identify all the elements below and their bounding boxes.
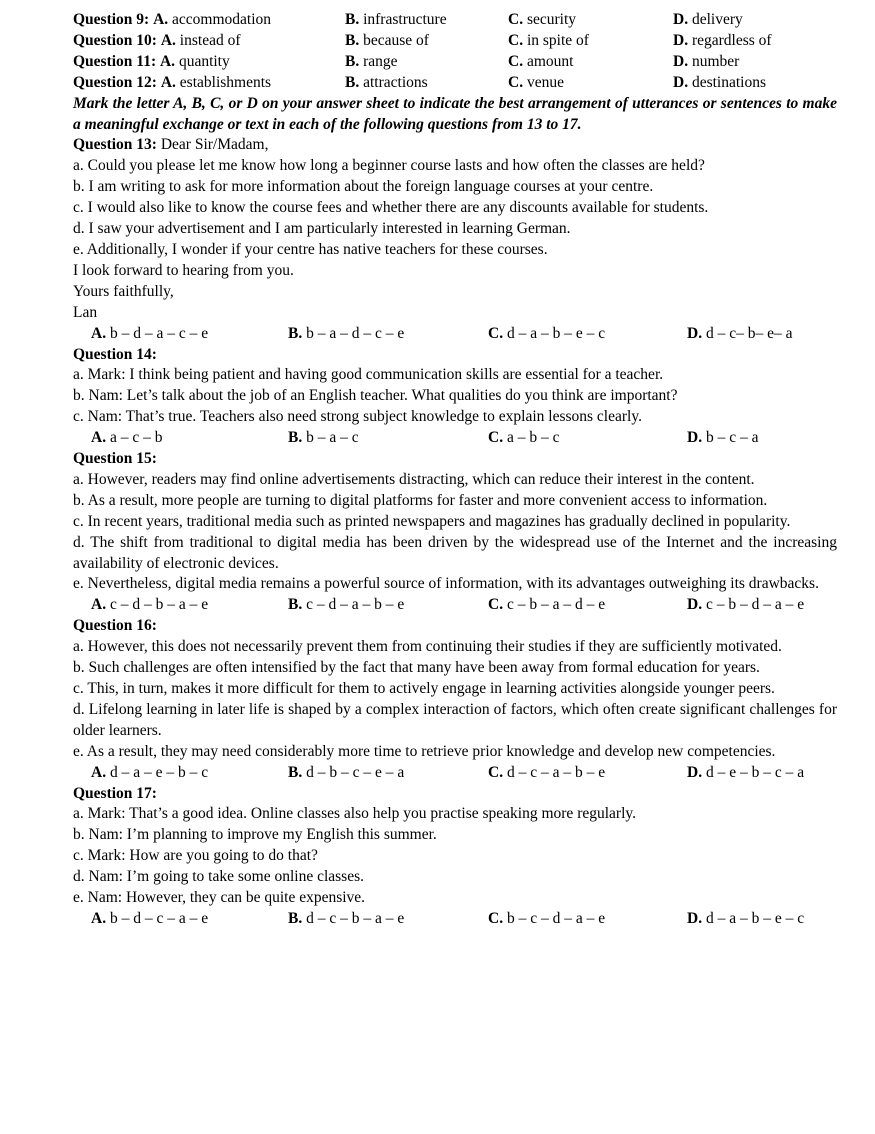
- option-a[interactable]: A. d – a – e – b – c: [91, 763, 209, 781]
- question-title: Question 14:: [73, 345, 157, 363]
- sentence-b: b. Nam: Let’s talk about the job of an English teacher. What qualities do you think are important?: [73, 387, 678, 405]
- sentence-c: c. I would also like to know the course fees and whether there are any discounts available for students.: [73, 199, 709, 217]
- answer-options: [73, 428, 837, 449]
- option-letter: D.: [673, 52, 689, 70]
- question-title: Question 16:: [73, 617, 157, 635]
- answer-options: [73, 763, 837, 784]
- option-letter: D.: [673, 31, 689, 49]
- option-c[interactable]: C. d – a – b – e – c: [488, 324, 606, 342]
- option-text: delivery: [691, 11, 743, 28]
- option-text: accommodation: [172, 11, 272, 28]
- option-c[interactable]: C. c – b – a – d – e: [488, 596, 606, 614]
- sentence-e: e. Nevertheless, digital media remains a powerful source of information, with its advantages outweighing its drawbacks.: [73, 575, 819, 593]
- option-text: security: [526, 11, 577, 28]
- question-label: Question 11:: [73, 52, 157, 70]
- sentence-b: b. I am writing to ask for more information about the foreign language courses at your centre.: [73, 178, 654, 196]
- option-text: because of: [363, 31, 429, 49]
- option-text: quantity: [178, 52, 230, 70]
- option-d[interactable]: D. d – c– b– e– a: [687, 324, 793, 342]
- option-b[interactable]: B. c – d – a – b – e: [288, 596, 405, 614]
- sentence-a: a. Could you please let me know how long a beginner course lasts and how often the classes are held?: [73, 157, 705, 175]
- sentence-a: a. However, this does not necessarily prevent them from continuing their studies if they are sufficiently motivated.: [73, 638, 782, 656]
- question-title: Question 13:: [73, 136, 157, 154]
- option-letter: C.: [508, 73, 524, 91]
- option-c[interactable]: C. a – b – c: [488, 429, 560, 447]
- option-text: regardless of: [691, 31, 772, 49]
- question-15: [73, 449, 837, 616]
- question-14: [73, 345, 837, 450]
- sentence-a: a. Mark: That’s a good idea. Online classes also help you practise speaking more regularly.: [73, 805, 637, 823]
- option-text: infrastructure: [363, 11, 447, 28]
- question-label: Question 9:: [73, 11, 150, 28]
- option-text: number: [691, 52, 740, 70]
- option-d[interactable]: D. b – c – a: [687, 429, 759, 447]
- option-letter: B.: [345, 31, 360, 49]
- option-letter: C.: [508, 31, 524, 49]
- sentence-c: c. Nam: That’s true. Teachers also need strong subject knowledge to explain lessons clearly.: [73, 408, 642, 426]
- questions-9-12: [73, 10, 837, 94]
- option-c[interactable]: C. b – c – d – a – e: [488, 909, 606, 927]
- option-letter: A.: [160, 31, 176, 49]
- option-a[interactable]: A. a – c – b: [91, 429, 163, 447]
- sentence-c: c. In recent years, traditional media such as printed newspapers and magazines has gradually declined in popularity.: [73, 512, 791, 530]
- letter-signoff: Yours faithfully,: [73, 282, 174, 300]
- sentence-b: b. As a result, more people are turning to digital platforms for faster and more convenient access to information.: [73, 491, 768, 509]
- sentence-d: d. I saw your advertisement and I am particularly interested in learning German.: [73, 220, 571, 238]
- sentence-e: e. Nam: However, they can be quite expensive.: [73, 889, 366, 907]
- option-a[interactable]: A. c – d – b – a – e: [91, 596, 209, 614]
- option-letter: C.: [508, 11, 524, 28]
- option-letter: B.: [345, 52, 360, 70]
- option-letter: A.: [160, 73, 176, 91]
- option-text: in spite of: [526, 31, 589, 49]
- question-label: Question 10:: [73, 31, 157, 49]
- sentence-e: e. As a result, they may need considerably more time to retrieve prior knowledge and develop new competencies.: [73, 742, 776, 760]
- sentence-a: a. Mark: I think being patient and having good communication skills are essential for a teacher.: [73, 366, 664, 384]
- option-d[interactable]: D. c – b – d – a – e: [687, 596, 805, 614]
- letter-greeting: Dear Sir/Madam,: [160, 136, 269, 154]
- answer-options: [73, 909, 837, 930]
- letter-closing: I look forward to hearing from you.: [73, 261, 294, 279]
- option-b[interactable]: B. d – c – b – a – e: [288, 909, 405, 927]
- option-b[interactable]: B. b – a – d – c – e: [288, 324, 405, 342]
- option-letter: C.: [508, 52, 524, 70]
- option-d[interactable]: D. d – a – b – e – c: [687, 909, 805, 927]
- option-a[interactable]: A. b – d – a – c – e: [91, 324, 209, 342]
- question-label: Question 12:: [73, 73, 157, 91]
- sentence-c: c. This, in turn, makes it more difficult for them to actively engage in learning activities alongside younger peers.: [73, 680, 775, 697]
- answer-options: [73, 595, 837, 616]
- sentence-c: c. Mark: How are you going to do that?: [73, 847, 318, 865]
- sentence-d: d. Lifelong learning in later life is shaped by a complex interaction of factors, which often create significant challenges for older learners.: [73, 700, 837, 739]
- option-letter: B.: [345, 11, 360, 28]
- section-instruction: Mark the letter A, B, C, or D on your answer sheet to indicate the best arrangement of utterances or sentences to make a meaningful exchange or text in each of the following questions from 13 to 17.: [73, 94, 837, 133]
- question-title: Question 17:: [73, 784, 157, 802]
- sentence-d: d. Nam: I’m going to take some online classes.: [73, 868, 364, 886]
- question-9-row: [73, 10, 837, 31]
- sentence-e: e. Additionally, I wonder if your centre has native teachers for these courses.: [73, 240, 548, 258]
- option-letter: D.: [673, 73, 689, 91]
- question-12-row: [73, 73, 837, 94]
- option-text: instead of: [179, 31, 241, 49]
- option-b[interactable]: B. b – a – c: [288, 429, 359, 447]
- option-d[interactable]: D. d – e – b – c – a: [687, 763, 805, 781]
- question-13: [73, 135, 837, 344]
- option-text: attractions: [363, 73, 428, 91]
- option-letter: A.: [159, 52, 176, 70]
- sentence-d: d. The shift from traditional to digital media has been driven by the widespread use of the Internet and the increasing availability of electronic devices.: [73, 533, 837, 572]
- question-16: [73, 616, 837, 783]
- letter-signature: Lan: [73, 303, 98, 321]
- question-title: Question 15:: [73, 450, 157, 468]
- question-10-row: [73, 31, 837, 52]
- question-11-row: [73, 52, 837, 73]
- option-text: destinations: [691, 73, 767, 91]
- option-text: amount: [526, 52, 574, 70]
- sentence-b: b. Such challenges are often intensified by the fact that many have been away from formal education for years.: [73, 659, 760, 677]
- option-letter: B.: [345, 73, 360, 91]
- question-17: [73, 784, 837, 930]
- option-text: range: [363, 52, 398, 70]
- option-text: venue: [526, 73, 564, 91]
- sentence-a: a. However, readers may find online advertisements distracting, which can reduce their interest in the content.: [73, 470, 755, 488]
- option-c[interactable]: C. d – c – a – b – e: [488, 763, 606, 781]
- option-letter: D.: [673, 11, 689, 28]
- sentence-b: b. Nam: I’m planning to improve my English this summer.: [73, 826, 437, 844]
- option-text: establishments: [179, 73, 272, 91]
- answer-options: [73, 324, 837, 345]
- option-b[interactable]: B. d – b – c – e – a: [288, 763, 405, 781]
- option-letter: A.: [153, 11, 169, 28]
- option-a[interactable]: A. b – d – c – a – e: [91, 909, 209, 927]
